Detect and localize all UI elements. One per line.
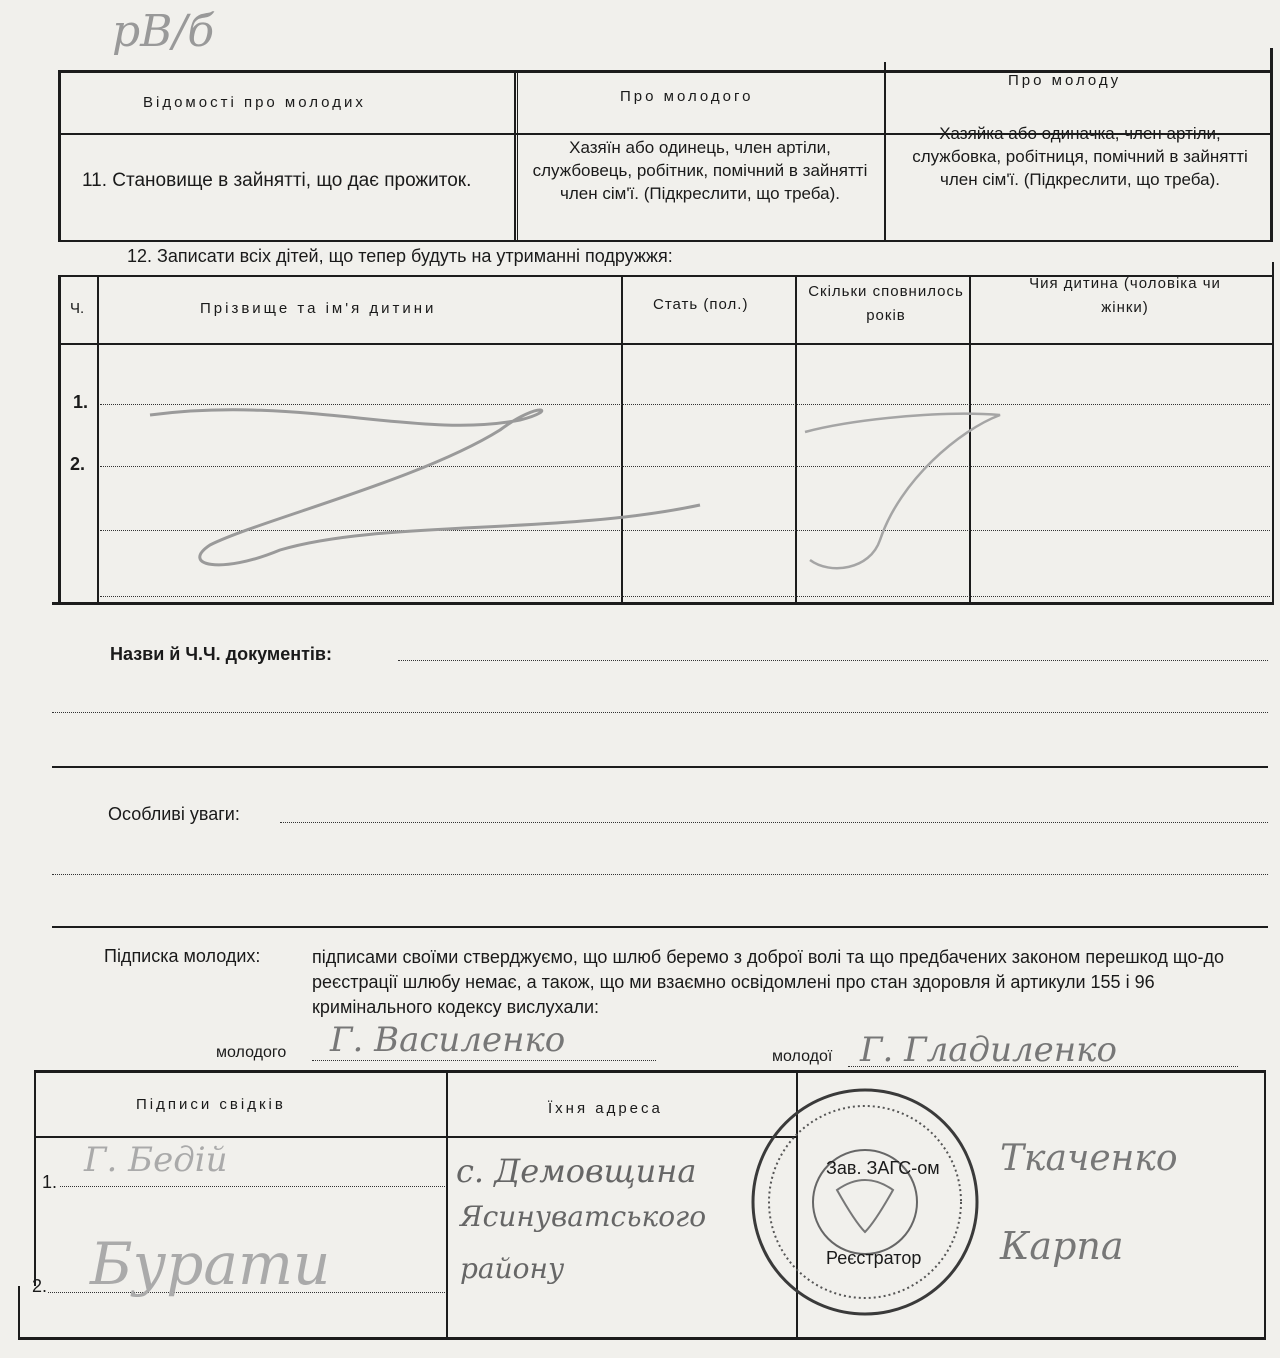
oath-label: Підписка молодих:	[104, 946, 261, 966]
groom-signature-label: молодого	[216, 1044, 287, 1061]
oath-text: підписами своїми стверджуємо, що шлюб беремо з доброї волі та що предбачених законом перешкод що-до реєстрації шлюбу немає, а також, що ми взаємно освідомлені про стан здоровля й артикули 155 і 96 кримінального кодексу вислухали:	[312, 947, 1224, 1017]
header-child-parent: Чия дитина (чоловіка чи жінки)	[1029, 275, 1221, 316]
child-row-number: 2.	[70, 454, 86, 474]
row-11-label: 11. Становище в зайнятті, що дає прожиток.	[82, 170, 472, 191]
header-about-bride: Про молоду	[1008, 72, 1122, 89]
witness-2-signature: Бурати	[90, 1230, 331, 1298]
header-child-age: Скільки сповнилось років	[808, 283, 964, 324]
notes-line	[52, 874, 1268, 875]
witness-row-number: 1.	[42, 1172, 58, 1192]
header-child-name: Прізвище та ім'я дитини	[200, 300, 437, 317]
children-section-title: 12. Записати всіх дітей, що тепер будуть на утриманні подружжя:	[127, 246, 673, 266]
strike-through-mark	[0, 0, 1280, 620]
registrar-signature: Карпа	[1000, 1224, 1124, 1268]
header-witness-address: Їхня адреса	[548, 1100, 663, 1117]
witness-address-line-1: с. Демовщина	[456, 1152, 697, 1190]
bride-signature-label: молодої	[772, 1048, 833, 1065]
bride-signature: Г. Гладиленко	[860, 1030, 1117, 1070]
witness-row-number: 2.	[32, 1276, 48, 1296]
header-about-groom: Про молодого	[620, 88, 754, 105]
section-divider	[52, 926, 1268, 928]
official-stamp	[745, 1082, 985, 1322]
groom-signature-line	[312, 1060, 656, 1061]
witness-address-line-2: Ясинуватського	[460, 1200, 707, 1233]
header-child-sex: Стать (пол.)	[653, 296, 749, 313]
registrar-label: Реєстратор	[826, 1248, 922, 1268]
documents-line	[398, 660, 1268, 661]
zags-head-signature: Ткаченко	[1000, 1138, 1178, 1179]
header-witness-signatures: Підписи свідків	[136, 1096, 286, 1113]
child-row-number: 1.	[73, 392, 89, 412]
witness-address-line-3: району	[460, 1252, 565, 1285]
documents-label: Назви й Ч.Ч. документів:	[110, 644, 332, 664]
documents-line	[52, 712, 1268, 713]
section-divider	[52, 766, 1268, 768]
witness-1-signature: Г. Бедій	[84, 1140, 228, 1180]
corner-archive-note: рВ/б	[112, 6, 215, 57]
zags-head-label: Зав. ЗАГС-ом	[826, 1158, 940, 1178]
groom-occupation-options: Хазяїн або одинець, член артіли, службовець, робітник, помічний в зайнятті член сім'ї. (Підкреслити, що треба).	[532, 138, 868, 203]
groom-signature: Г. Василенко	[330, 1020, 566, 1060]
notes-line	[280, 822, 1268, 823]
special-notes-label: Особливі уваги:	[108, 804, 240, 824]
header-marriage-info: Відомості про молодих	[143, 94, 366, 111]
header-child-number: Ч.	[70, 300, 85, 317]
bride-occupation-options: Хазяйка або одиначка, член артіли, службовка, робітниця, помічний в зайнятті член сім'ї. (Підкреслити, що треба).	[912, 124, 1248, 189]
